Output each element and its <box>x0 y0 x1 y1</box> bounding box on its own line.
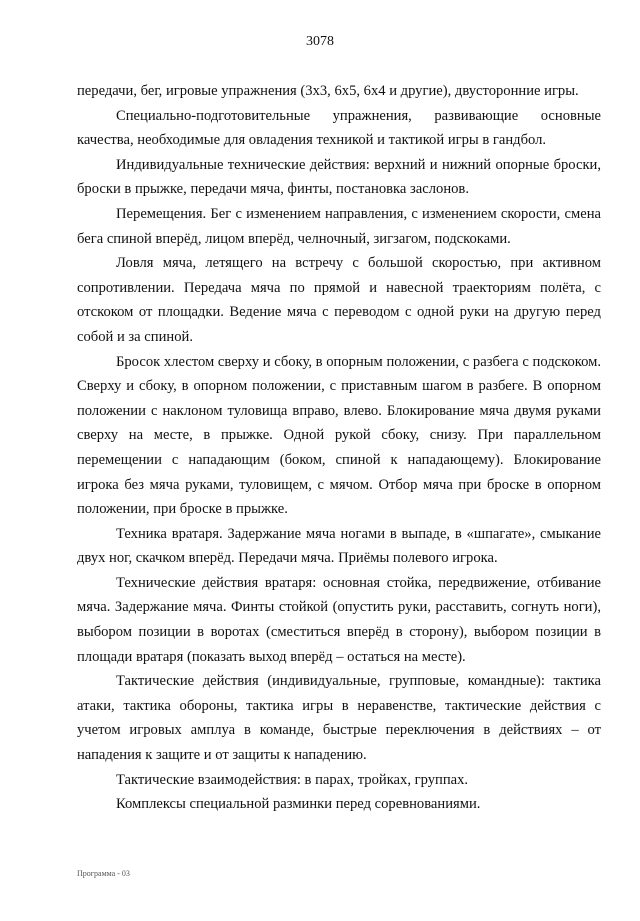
paragraph: Технические действия вратаря: основная стойка, передвижение, отбивание мяча. Задержание мяча. Финты стойкой (опустить руки, расставить, согнуть ноги), выбором позиции в воротах (сместиться вперёд в сторону), выбором позиции в площади вратаря (показать выход вперёд – остаться на месте). <box>77 574 601 665</box>
paragraph: Комплексы специальной разминки перед соревнованиями. <box>116 796 481 813</box>
document-body <box>77 79 601 817</box>
paragraph: Ловля мяча, летящего на встречу с большой скоростью, при активном сопротивлении. Передача мяча по прямой и навесной траекториям полёта, с отскоком от площадки. Ведение мяча с переводом с одной руки на другую перед собой и за спиной. <box>77 255 601 345</box>
paragraph: Перемещения. Бег с изменением направления, с изменением скорости, смена бега спиной вперёд, лицом вперёд, челночный, зигзагом, подскоками. <box>77 205 601 247</box>
page-footer: Программа - 03 <box>77 869 130 878</box>
paragraph: Тактические действия (индивидуальные, групповые, командные): тактика атаки, тактика обороны, тактика игры в неравенстве, тактические действия с учетом игровых амплуа в команде, быстрые переключения в действиях – от нападения к защите и от защиты к нападению. <box>77 673 601 764</box>
paragraph: Индивидуальные технические действия: верхний и нижний опорные броски, броски в прыжке, передачи мяча, финты, постановка заслонов. <box>77 156 601 198</box>
paragraph: Бросок хлестом сверху и сбоку, в опорным положении, с разбега с подскоком. Сверху и сбоку, в опорном положении, с приставным шагом в разбеге. В опорном положении с наклоном туловища вправо, влево. Блокирование мяча двумя руками сверху на месте, в прыжке. Одной рукой сбоку, снизу. При параллельном перемещении с нападающим (боком, спиной к нападающему). Блокирование игрока без мяча руками, туловищем, с мячом. Отбор мяча при броске в опорном положении, при броске в прыжке. <box>77 353 601 518</box>
page-number: 3078 <box>306 34 334 49</box>
paragraph: Специально-подготовительные упражнения, развивающие основные качества, необходимые для овладения техникой и тактикой игры в гандбол. <box>77 107 601 149</box>
paragraph: передачи, бег, игровые упражнения (3х3, 6х5, 6х4 и другие), двусторонние игры. <box>77 83 579 99</box>
paragraph: Тактические взаимодействия: в парах, тройках, группах. <box>116 771 469 788</box>
paragraph: Техника вратаря. Задержание мяча ногами в выпаде, в «шпагате», смыкание двух ног, скачком вперёд. Передачи мяча. Приёмы полевого игрока. <box>77 525 601 567</box>
